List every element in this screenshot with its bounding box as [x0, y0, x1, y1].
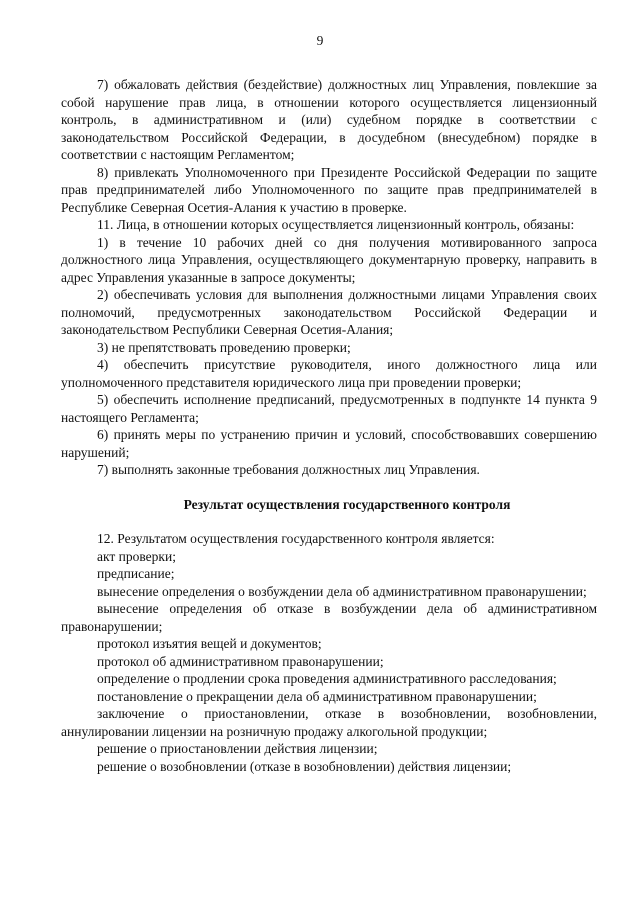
paragraph-right-ombudsman: 8) привлекать Уполномоченного при Президенте Российской Федерации по защите прав предпринимателей либо Уполномоченного по защите прав предпринимателей в Республике Северная Осетия-Алания к участию в проверке.: [61, 164, 597, 215]
list-item-license-conclusion: заключение о приостановлении, отказе в возобновлении, возобновлении, аннулировании лицензии на розничную продажу алкогольной продукции;: [61, 706, 597, 739]
list-item-seizure-protocol: протокол изъятия вещей и документов;: [97, 636, 322, 651]
paragraph-duty-presence: 4) обеспечить присутствие руководителя, иного должностного лица или уполномоченного представителя юридического лица при проведении проверки;: [61, 357, 597, 390]
paragraph-duty-comply: 7) выполнять законные требования должностных лиц Управления.: [97, 462, 480, 477]
list-item-license-renewal: решение о возобновлении (отказе в возобновлении) действия лицензии;: [97, 758, 512, 774]
paragraph-duty-orders: 5) обеспечить исполнение предписаний, предусмотренных в подпункте 14 пункта 9 настоящего Регламента;: [61, 392, 597, 425]
list-item-license-suspension: решение о приостановлении действия лицензии;: [97, 741, 378, 756]
list-item-inspection-act: акт проверки;: [97, 548, 176, 564]
page-number: 9: [316, 33, 324, 48]
list-item-case-termination: постановление о прекращении дела об административном правонарушении;: [97, 688, 537, 704]
paragraph-duty-remedy: 6) принять меры по устранению причин и условий, способствовавших совершению нарушений;: [61, 427, 597, 460]
paragraph-duty-no-obstruction: 3) не препятствовать проведению проверки;: [97, 339, 351, 355]
paragraph-right-appeal: 7) обжаловать действия (бездействие) должностных лиц Управления, повлекшие за собой нарушение прав лица, в отношении которого осуществляется лицензионный контроль, в административном и (или) судебном порядке в соответствии с законодательством Российской Федерации, в досудебном (внесудебном) порядке в соответствии с настоящим Регламентом;: [61, 77, 597, 162]
list-item-case-initiation: вынесение определения о возбуждении дела об административном правонарушении;: [97, 583, 587, 599]
paragraph-clause-12: 12. Результатом осуществления государственного контроля является:: [97, 531, 495, 546]
list-item-investigation-extension: определение о продлении срока проведения административного расследования;: [97, 671, 557, 686]
paragraph-duty-documents: 1) в течение 10 рабочих дней со дня получения мотивированного запроса должностного лица Управления, осуществляющего документарную проверку, направить в адрес Управления указанные в запросе документы;: [61, 234, 597, 285]
list-item-offense-protocol: протокол об административном правонарушении;: [97, 653, 384, 669]
document-body: [61, 76, 597, 775]
paragraph-duty-conditions: 2) обеспечивать условия для выполнения должностными лицами Управления своих полномочий, предусмотренных законодательством Российской Федерации и законодательством Республики Северная Осетия-Алания;: [61, 287, 597, 337]
list-item-order: предписание;: [97, 566, 175, 581]
list-item-case-refusal: вынесение определения об отказе в возбуждении дела об административном правонарушении;: [61, 601, 597, 634]
paragraph-clause-11: 11. Лица, в отношении которых осуществляется лицензионный контроль, обязаны:: [97, 217, 575, 232]
section-heading: Результат осуществления государственного контроля: [183, 496, 511, 512]
